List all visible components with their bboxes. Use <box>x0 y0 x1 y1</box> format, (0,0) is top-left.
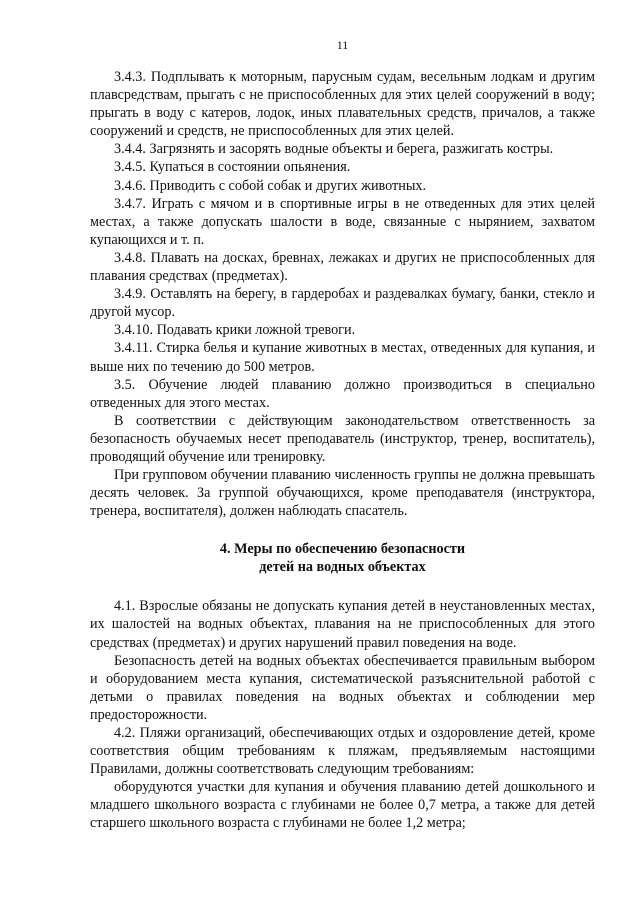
paragraph-3-5: 3.5. Обучение людей плаванию должно производиться в специально отведенных для этого местах. <box>90 376 595 411</box>
paragraph-3-4-3: 3.4.3. Подплывать к моторным, парусным судам, весельным лодкам и другим плавсредствам, прыгать с не приспособленных для этих целей сооружений в воду; прыгать в воду с катеров, лодок, иных плавательных средств, причалов, а также сооружений и средств, не приспособленных для этих целей. <box>90 69 595 140</box>
paragraph-swimming-areas: оборудуются участки для купания и обучения плаванию детей дошкольного и младшего школьного возраста с глубинами не более 0,7 метра, а также для детей старшего школьного возраста с глубинами не более 1,2 метра; <box>90 779 595 832</box>
paragraph-3-4-4: 3.4.4. Загрязнять и засорять водные объекты и берега, разжигать костры. <box>114 141 554 158</box>
paragraph-group-training: При групповом обучении плаванию численность группы не должна превышать десять человек. За группой обучающихся, кроме преподавателя (инструктора, тренера, воспитателя), должен наблюдать спасатель. <box>90 467 595 520</box>
document-page <box>90 38 595 833</box>
paragraph-3-4-7: 3.4.7. Играть с мячом и в спортивные игры в не отведенных для этих целей местах, а также допускать шалости в воде, связанные с нырянием, захватом купающихся и т. п. <box>90 195 595 248</box>
section-heading <box>90 541 595 576</box>
paragraph-children-safety: Безопасность детей на водных объектах обеспечивается правильным выбором и оборудованием места купания, систематической разъяснительной работой с детьми о правилах поведения на водных объектах и соблюдении мер предосторожности. <box>90 652 595 723</box>
paragraph-3-4-6: 3.4.6. Приводить с собой собак и других животных. <box>114 177 427 194</box>
paragraph-4-2: 4.2. Пляжи организаций, обеспечивающих отдых и оздоровление детей, кроме соответствия общим требованиям к пляжам, предъявляемым настоящими Правилами, должны соответствовать следующим требованиям: <box>90 725 595 778</box>
paragraph-3-4-11: 3.4.11. Стирка белья и купание животных в местах, отведенных для купания, и выше них по течению до 500 метров. <box>90 340 595 375</box>
page-number: 11 <box>336 38 349 52</box>
paragraph-3-4-8: 3.4.8. Плавать на досках, бревнах, лежаках и других не приспособленных для плавания средствах (предметах). <box>90 249 595 285</box>
paragraph-3-4-9: 3.4.9. Оставлять на берегу, в гардеробах и раздевалках бумагу, банки, стекло и другой мусор. <box>90 286 595 321</box>
section-heading-line2: детей на водных объектах <box>259 558 426 575</box>
paragraph-4-1: 4.1. Взрослые обязаны не допускать купания детей в неустановленных местах, их шалостей на водных объектах, плавания на не приспособленных для этого средствах (предметах) и других нарушений правил поведения на воде. <box>90 598 595 651</box>
paragraph-responsibility: В соответствии с действующим законодательством ответственность за безопасность обучаемых несет преподаватель (инструктор, тренер, воспитатель), проводящий обучение или тренировку. <box>90 412 595 465</box>
section-heading-line1: 4. Меры по обеспечению безопасности <box>219 541 466 558</box>
paragraph-3-4-10: 3.4.10. Подавать крики ложной тревоги. <box>114 322 356 339</box>
paragraph-3-4-5: 3.4.5. Купаться в состоянии опьянения. <box>114 159 351 176</box>
